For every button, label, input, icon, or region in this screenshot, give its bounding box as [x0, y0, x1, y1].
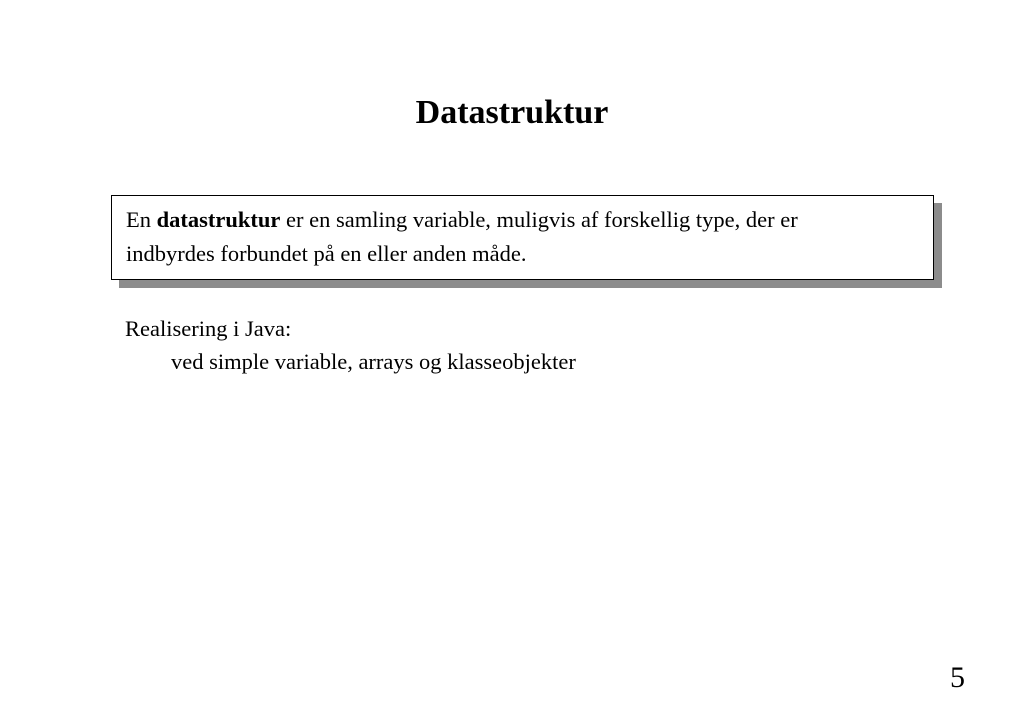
definition-term: datastruktur	[156, 207, 281, 232]
definition-box	[111, 195, 934, 280]
slide-title: Datastruktur	[415, 94, 609, 131]
realization-detail: ved simple variable, arrays og klasseobjekter	[171, 349, 576, 374]
realization-heading: Realisering i Java:	[125, 316, 292, 341]
definition-line2: indbyrdes forbundet på en eller anden måde.	[126, 241, 527, 266]
page-number: 5	[950, 661, 965, 694]
definition-prefix: En	[126, 207, 157, 232]
definition-text	[126, 203, 923, 271]
definition-line1-rest: er en samling variable, muligvis af forskellig type, der er	[280, 207, 798, 232]
realization-section	[125, 312, 576, 378]
